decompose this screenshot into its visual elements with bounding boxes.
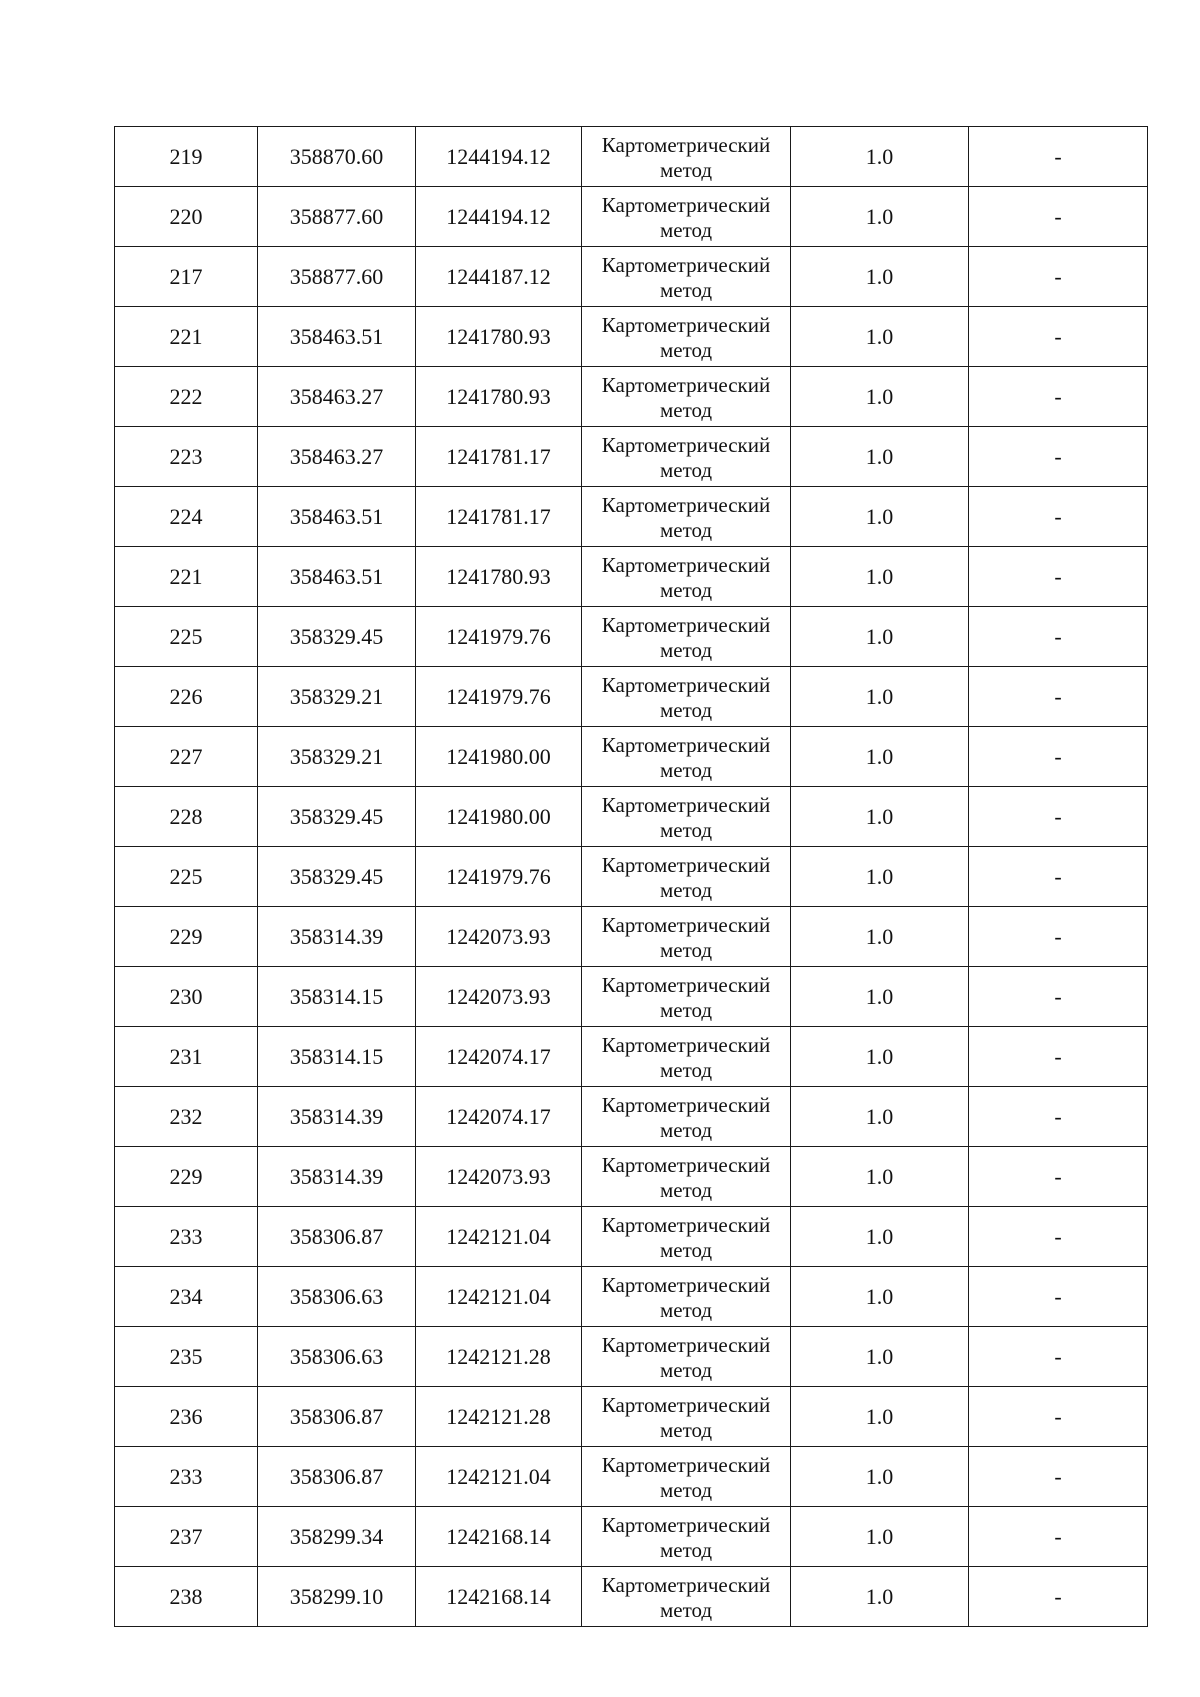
- point-number-cell: 220: [115, 187, 258, 247]
- method-line-2: метод: [659, 1117, 713, 1142]
- method-line-1: Картометрический: [601, 1452, 771, 1477]
- table-row: [115, 667, 1148, 727]
- method-cell: [582, 1087, 791, 1147]
- table-row: [115, 247, 1148, 307]
- x-coordinate-cell: 358463.27: [258, 367, 416, 427]
- method-line-1: Картометрический: [601, 1212, 771, 1237]
- method-line-1: Картометрический: [601, 552, 771, 577]
- description-cell: -: [969, 307, 1148, 367]
- table-row: [115, 1207, 1148, 1267]
- table-row: [115, 1147, 1148, 1207]
- accuracy-cell: 1.0: [791, 1507, 969, 1567]
- x-coordinate-cell: 358299.10: [258, 1567, 416, 1627]
- y-coordinate-cell: 1242121.04: [416, 1207, 582, 1267]
- y-coordinate-cell: 1241979.76: [416, 607, 582, 667]
- method-line-2: метод: [659, 1057, 713, 1082]
- method-line-1: Картометрический: [601, 132, 771, 157]
- y-coordinate-cell: 1242168.14: [416, 1567, 582, 1627]
- point-number-cell: 238: [115, 1567, 258, 1627]
- method-line-1: Картометрический: [601, 1332, 771, 1357]
- point-number-cell: 225: [115, 847, 258, 907]
- accuracy-cell: 1.0: [791, 727, 969, 787]
- method-line-2: метод: [659, 457, 713, 482]
- description-cell: -: [969, 1207, 1148, 1267]
- method-line-2: метод: [659, 817, 713, 842]
- description-cell: -: [969, 1027, 1148, 1087]
- point-number-cell: 234: [115, 1267, 258, 1327]
- method-cell: [582, 1507, 791, 1567]
- point-number-cell: 222: [115, 367, 258, 427]
- x-coordinate-cell: 358329.21: [258, 667, 416, 727]
- y-coordinate-cell: 1244194.12: [416, 187, 582, 247]
- x-coordinate-cell: 358314.15: [258, 967, 416, 1027]
- x-coordinate-cell: 358314.15: [258, 1027, 416, 1087]
- accuracy-cell: 1.0: [791, 967, 969, 1027]
- method-cell: [582, 1147, 791, 1207]
- method-line-1: Картометрический: [601, 1152, 771, 1177]
- table-row: [115, 1327, 1148, 1387]
- method-line-1: Картометрический: [601, 852, 771, 877]
- point-number-cell: 221: [115, 547, 258, 607]
- x-coordinate-cell: 358463.27: [258, 427, 416, 487]
- method-cell: [582, 487, 791, 547]
- point-number-cell: 225: [115, 607, 258, 667]
- table-row: [115, 1027, 1148, 1087]
- point-number-cell: 237: [115, 1507, 258, 1567]
- description-cell: -: [969, 967, 1148, 1027]
- x-coordinate-cell: 358877.60: [258, 187, 416, 247]
- method-line-2: метод: [659, 637, 713, 662]
- method-cell: [582, 307, 791, 367]
- accuracy-cell: 1.0: [791, 127, 969, 187]
- coordinates-table: [114, 126, 1148, 1627]
- accuracy-cell: 1.0: [791, 1447, 969, 1507]
- method-line-1: Картометрический: [601, 732, 771, 757]
- method-line-1: Картометрический: [601, 372, 771, 397]
- method-line-1: Картометрический: [601, 612, 771, 637]
- method-cell: [582, 187, 791, 247]
- accuracy-cell: 1.0: [791, 247, 969, 307]
- method-line-2: метод: [659, 1297, 713, 1322]
- method-line-2: метод: [659, 517, 713, 542]
- method-line-2: метод: [659, 1357, 713, 1382]
- y-coordinate-cell: 1242073.93: [416, 907, 582, 967]
- table-row: [115, 967, 1148, 1027]
- accuracy-cell: 1.0: [791, 487, 969, 547]
- method-line-2: метод: [659, 697, 713, 722]
- table-row: [115, 487, 1148, 547]
- point-number-cell: 221: [115, 307, 258, 367]
- method-line-2: метод: [659, 397, 713, 422]
- method-line-1: Картометрический: [601, 312, 771, 337]
- method-line-1: Картометрический: [601, 192, 771, 217]
- x-coordinate-cell: 358314.39: [258, 1147, 416, 1207]
- x-coordinate-cell: 358306.87: [258, 1207, 416, 1267]
- method-line-1: Картометрический: [601, 1092, 771, 1117]
- method-line-1: Картометрический: [601, 1272, 771, 1297]
- x-coordinate-cell: 358306.63: [258, 1267, 416, 1327]
- description-cell: -: [969, 1447, 1148, 1507]
- y-coordinate-cell: 1241979.76: [416, 667, 582, 727]
- y-coordinate-cell: 1244187.12: [416, 247, 582, 307]
- accuracy-cell: 1.0: [791, 1207, 969, 1267]
- point-number-cell: 229: [115, 907, 258, 967]
- table-row: [115, 1507, 1148, 1567]
- point-number-cell: 236: [115, 1387, 258, 1447]
- point-number-cell: 229: [115, 1147, 258, 1207]
- y-coordinate-cell: 1242073.93: [416, 967, 582, 1027]
- method-cell: [582, 1447, 791, 1507]
- method-cell: [582, 907, 791, 967]
- method-line-2: метод: [659, 1597, 713, 1622]
- description-cell: -: [969, 1387, 1148, 1447]
- x-coordinate-cell: 358329.21: [258, 727, 416, 787]
- method-line-1: Картометрический: [601, 1512, 771, 1537]
- description-cell: -: [969, 907, 1148, 967]
- method-cell: [582, 247, 791, 307]
- point-number-cell: 224: [115, 487, 258, 547]
- x-coordinate-cell: 358463.51: [258, 487, 416, 547]
- accuracy-cell: 1.0: [791, 1147, 969, 1207]
- method-cell: [582, 127, 791, 187]
- method-line-2: метод: [659, 877, 713, 902]
- y-coordinate-cell: 1242074.17: [416, 1027, 582, 1087]
- method-line-2: метод: [659, 1477, 713, 1502]
- x-coordinate-cell: 358306.63: [258, 1327, 416, 1387]
- description-cell: -: [969, 427, 1148, 487]
- method-cell: [582, 607, 791, 667]
- method-cell: [582, 967, 791, 1027]
- method-line-2: метод: [659, 1417, 713, 1442]
- accuracy-cell: 1.0: [791, 1567, 969, 1627]
- point-number-cell: 235: [115, 1327, 258, 1387]
- method-line-1: Картометрический: [601, 492, 771, 517]
- table-row: [115, 1387, 1148, 1447]
- method-line-1: Картометрический: [601, 432, 771, 457]
- method-line-1: Картометрический: [601, 912, 771, 937]
- table-row: [115, 787, 1148, 847]
- method-cell: [582, 1027, 791, 1087]
- table-row: [115, 187, 1148, 247]
- description-cell: -: [969, 607, 1148, 667]
- point-number-cell: 219: [115, 127, 258, 187]
- method-cell: [582, 1387, 791, 1447]
- point-number-cell: 233: [115, 1447, 258, 1507]
- method-cell: [582, 427, 791, 487]
- accuracy-cell: 1.0: [791, 907, 969, 967]
- method-cell: [582, 367, 791, 427]
- accuracy-cell: 1.0: [791, 547, 969, 607]
- x-coordinate-cell: 358877.60: [258, 247, 416, 307]
- y-coordinate-cell: 1241781.17: [416, 487, 582, 547]
- y-coordinate-cell: 1241780.93: [416, 307, 582, 367]
- x-coordinate-cell: 358314.39: [258, 907, 416, 967]
- point-number-cell: 232: [115, 1087, 258, 1147]
- y-coordinate-cell: 1242074.17: [416, 1087, 582, 1147]
- method-line-1: Картометрический: [601, 1032, 771, 1057]
- description-cell: -: [969, 1327, 1148, 1387]
- accuracy-cell: 1.0: [791, 1327, 969, 1387]
- method-cell: [582, 667, 791, 727]
- y-coordinate-cell: 1241780.93: [416, 367, 582, 427]
- x-coordinate-cell: 358329.45: [258, 607, 416, 667]
- description-cell: -: [969, 1087, 1148, 1147]
- description-cell: -: [969, 247, 1148, 307]
- y-coordinate-cell: 1242121.04: [416, 1267, 582, 1327]
- method-cell: [582, 787, 791, 847]
- method-cell: [582, 1267, 791, 1327]
- point-number-cell: 230: [115, 967, 258, 1027]
- table-row: [115, 547, 1148, 607]
- method-line-2: метод: [659, 157, 713, 182]
- table-row: [115, 1567, 1148, 1627]
- description-cell: -: [969, 1267, 1148, 1327]
- description-cell: -: [969, 787, 1148, 847]
- accuracy-cell: 1.0: [791, 307, 969, 367]
- y-coordinate-cell: 1242121.28: [416, 1387, 582, 1447]
- accuracy-cell: 1.0: [791, 847, 969, 907]
- method-line-1: Картометрический: [601, 252, 771, 277]
- accuracy-cell: 1.0: [791, 1027, 969, 1087]
- y-coordinate-cell: 1242121.04: [416, 1447, 582, 1507]
- method-cell: [582, 1207, 791, 1267]
- table-row: [115, 1087, 1148, 1147]
- point-number-cell: 231: [115, 1027, 258, 1087]
- point-number-cell: 217: [115, 247, 258, 307]
- method-line-1: Картометрический: [601, 972, 771, 997]
- method-line-2: метод: [659, 1177, 713, 1202]
- y-coordinate-cell: 1241781.17: [416, 427, 582, 487]
- x-coordinate-cell: 358463.51: [258, 307, 416, 367]
- y-coordinate-cell: 1242168.14: [416, 1507, 582, 1567]
- point-number-cell: 228: [115, 787, 258, 847]
- x-coordinate-cell: 358306.87: [258, 1387, 416, 1447]
- y-coordinate-cell: 1242073.93: [416, 1147, 582, 1207]
- accuracy-cell: 1.0: [791, 1387, 969, 1447]
- table-row: [115, 847, 1148, 907]
- method-cell: [582, 847, 791, 907]
- table-row: [115, 367, 1148, 427]
- accuracy-cell: 1.0: [791, 427, 969, 487]
- method-line-1: Картометрический: [601, 672, 771, 697]
- description-cell: -: [969, 547, 1148, 607]
- table-row: [115, 727, 1148, 787]
- x-coordinate-cell: 358314.39: [258, 1087, 416, 1147]
- method-line-2: метод: [659, 1237, 713, 1262]
- table-row: [115, 1267, 1148, 1327]
- table-row: [115, 307, 1148, 367]
- accuracy-cell: 1.0: [791, 367, 969, 427]
- description-cell: -: [969, 1147, 1148, 1207]
- table-row: [115, 427, 1148, 487]
- description-cell: -: [969, 667, 1148, 727]
- accuracy-cell: 1.0: [791, 787, 969, 847]
- method-cell: [582, 727, 791, 787]
- method-line-1: Картометрический: [601, 792, 771, 817]
- description-cell: -: [969, 127, 1148, 187]
- accuracy-cell: 1.0: [791, 187, 969, 247]
- method-line-2: метод: [659, 277, 713, 302]
- method-line-2: метод: [659, 937, 713, 962]
- description-cell: -: [969, 1507, 1148, 1567]
- method-line-2: метод: [659, 997, 713, 1022]
- x-coordinate-cell: 358306.87: [258, 1447, 416, 1507]
- method-cell: [582, 1327, 791, 1387]
- y-coordinate-cell: 1241980.00: [416, 727, 582, 787]
- method-line-1: Картометрический: [601, 1572, 771, 1597]
- method-cell: [582, 547, 791, 607]
- table-row: [115, 1447, 1148, 1507]
- description-cell: -: [969, 187, 1148, 247]
- accuracy-cell: 1.0: [791, 607, 969, 667]
- y-coordinate-cell: 1241979.76: [416, 847, 582, 907]
- method-line-2: метод: [659, 1537, 713, 1562]
- method-line-1: Картометрический: [601, 1392, 771, 1417]
- method-line-2: метод: [659, 217, 713, 242]
- point-number-cell: 226: [115, 667, 258, 727]
- table-row: [115, 127, 1148, 187]
- point-number-cell: 233: [115, 1207, 258, 1267]
- point-number-cell: 227: [115, 727, 258, 787]
- description-cell: -: [969, 367, 1148, 427]
- y-coordinate-cell: 1244194.12: [416, 127, 582, 187]
- description-cell: -: [969, 1567, 1148, 1627]
- y-coordinate-cell: 1241780.93: [416, 547, 582, 607]
- y-coordinate-cell: 1241980.00: [416, 787, 582, 847]
- description-cell: -: [969, 487, 1148, 547]
- coordinates-table-body: [115, 127, 1148, 1627]
- method-cell: [582, 1567, 791, 1627]
- x-coordinate-cell: 358329.45: [258, 787, 416, 847]
- method-line-2: метод: [659, 577, 713, 602]
- accuracy-cell: 1.0: [791, 1087, 969, 1147]
- x-coordinate-cell: 358870.60: [258, 127, 416, 187]
- method-line-2: метод: [659, 757, 713, 782]
- point-number-cell: 223: [115, 427, 258, 487]
- x-coordinate-cell: 358299.34: [258, 1507, 416, 1567]
- table-row: [115, 607, 1148, 667]
- description-cell: -: [969, 727, 1148, 787]
- description-cell: -: [969, 847, 1148, 907]
- y-coordinate-cell: 1242121.28: [416, 1327, 582, 1387]
- x-coordinate-cell: 358329.45: [258, 847, 416, 907]
- table-row: [115, 907, 1148, 967]
- accuracy-cell: 1.0: [791, 667, 969, 727]
- x-coordinate-cell: 358463.51: [258, 547, 416, 607]
- method-line-2: метод: [659, 337, 713, 362]
- accuracy-cell: 1.0: [791, 1267, 969, 1327]
